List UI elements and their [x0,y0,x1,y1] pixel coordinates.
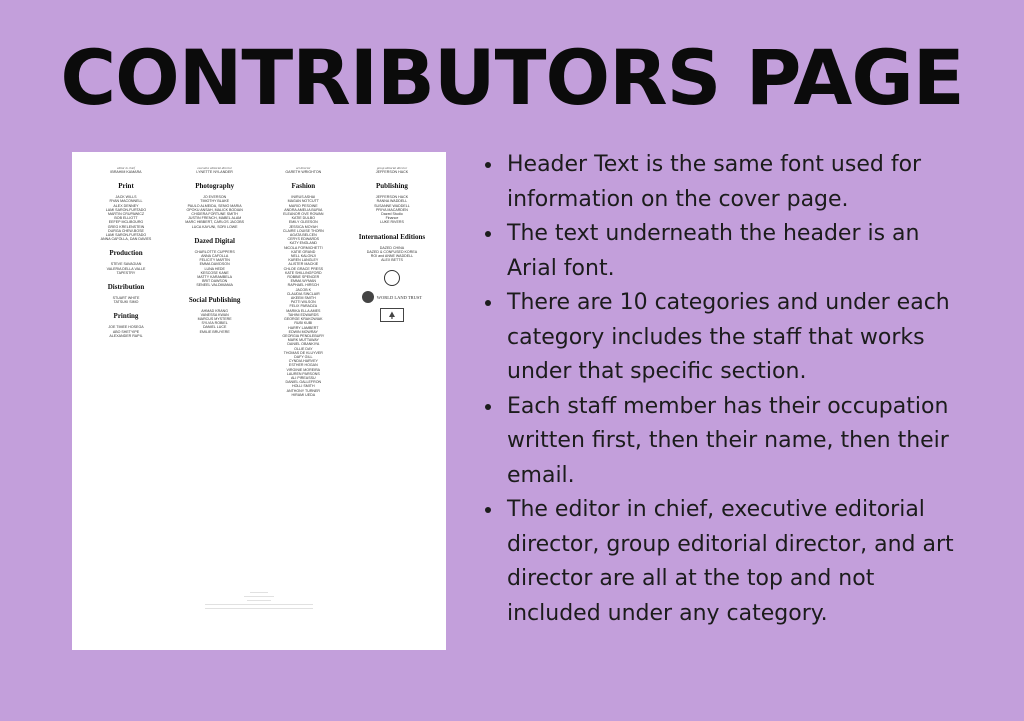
top-credit [352,166,432,174]
document-column [263,166,343,584]
staff-name: FELIX PARADZA [289,304,318,309]
document-column [352,166,432,584]
staff-name: CHIDERA FORTUNE SMITH [191,212,238,217]
document-column [86,166,166,584]
staff-name: LAMI SARON-FURTADO [105,207,147,212]
staff-name: DANIEL OBANKIYA [287,342,320,347]
staff-name: CHLOE GRACE PRESS [283,266,323,271]
credit-role: editor in chief [117,166,135,170]
staff-name: Dazed Studio [381,212,403,217]
staff-name: JUSTIN FRENCH, MABEL ALAM [188,216,242,221]
staff-name: PRIYA MACARDEN [376,207,408,212]
staff-name: NELL KALONJI [290,254,316,259]
staff-name: MARK MUTTAWAY [287,338,319,343]
staff-name: MARCUS MYSTERE [197,317,232,322]
staff-name: EMMA DAVIDSON [199,262,230,267]
staff-name: LAUREN PARSONS [286,371,320,376]
staff-name: AGATA BELCEN [289,233,317,238]
staff-name: VANESSA KWAN [200,312,229,317]
staff-name: JO EVERSON [203,195,227,200]
staff-name: LUCA KAYUNI, SORI LOWE [191,224,238,229]
staff-name: SUSANNE WADDELL [374,203,410,208]
staff-name: TAPESTRY [116,270,136,275]
world-land-trust-text: WORLD LAND TRUST [376,294,423,300]
staff-name: ESTHER HOGAN [288,363,318,368]
staff-name: EDWIN MOWRAY [288,329,318,334]
page-title: CONTRIBUTORS PAGE [60,33,964,122]
bullet-dot-icon [485,507,491,513]
staff-name: KATY ENGLAND [289,241,318,246]
credit-role: executive editorial director [197,166,232,170]
staff-name: DANIEL LUCE [202,325,227,330]
staff-name: GEORGE KRAKOWIAK [284,317,323,322]
top-credit [263,166,343,174]
staff-name: CYNDIA HARVEY [288,359,318,364]
section-heading: Publishing [376,182,408,191]
staff-name: ANTHONY TURNER [286,388,321,393]
staff-name: NICOLA FORMICHETTI [283,245,323,250]
staff-name: BOB ELLIOTT [114,216,138,221]
staff-name: STEVE SAVAGIAN [110,262,142,267]
staff-name: OPOKU ANSAH, MALICK BODIAN [186,207,243,212]
staff-name: TIMOTHY BLAKE [200,199,229,204]
world-land-trust-logo [362,291,422,303]
staff-name: JACK WILLS [115,195,137,200]
staff-name: JACOB K [295,287,311,292]
section-heading: Dazed Digital [194,236,235,245]
bullet-text: Each staff member has their occupation written first, then their name, then their email. [507,393,949,488]
staff-name: LUKE RIVERS [380,220,404,225]
staff-name: ALI PIREASSU [291,375,316,380]
staff-name: MAGAN NOTCUTT [287,199,319,204]
bullet-item [483,286,973,390]
staff-name: AHMAD KRANG [201,308,229,313]
staff-name: HIRAMI UEDA [291,392,316,397]
logo-group [352,270,432,322]
staff-name: PATTI WILSON [290,300,316,305]
section-heading: Photography [195,182,235,191]
staff-name: OLLIE DAY [294,346,313,351]
staff-name: ELEANOR OVE ROWAN [283,212,324,217]
section-heading: Social Publishing [188,295,241,304]
staff-name: AKEEM SMITH [290,296,316,301]
staff-name: ROI and ANNE WADDELL [370,254,414,259]
staff-name: KATIE DULBO [291,216,316,221]
staff-name: EMILY GLEESON [288,220,318,225]
section-heading: International Editions [358,232,426,241]
staff-name: ANDRA AMELIA BURIA [284,207,323,212]
bullet-item [483,217,973,286]
staff-name: MARC HIBBERT, CARLOS JACOBS [185,220,245,225]
staff-name: SENEEL VALDIMANIA [196,283,233,288]
bullet-dot-icon [485,162,491,168]
notes-list [483,148,973,631]
staff-name: TATSUKI SIMO [113,300,139,305]
contributors-page-preview [72,152,446,650]
staff-name: CHARLOTTE CUPPERS [194,249,235,254]
staff-name: STUART WHITE [112,296,140,301]
bullet-dot-icon [485,231,491,237]
bullet-item [483,148,973,217]
staff-name: DAFY GILL [294,354,313,359]
bullet-item [483,390,973,494]
staff-name: MATTY KARAMBELA [197,275,233,280]
staff-name: KATE SHILLINGFORD [284,270,322,275]
section-heading: Print [118,182,134,191]
staff-name: SYLVIA ROBIEL [201,321,228,326]
staff-name: KATIE GRAND [291,249,316,254]
staff-name: RUBI KUBI [294,321,313,326]
staff-name: CLAUDIA SINCLAIR [286,291,320,296]
staff-name: JOE TIMEE HOSEGA [108,325,144,330]
staff-name: LUNA HEDE [204,266,225,271]
top-credit [175,166,255,174]
world-land-trust-emblem-icon [362,291,374,303]
staff-name: GREG KRELENSTEIN [107,224,145,229]
staff-name: HARRY LAMBERT [288,325,319,330]
fsc-logo-icon [380,308,404,322]
document-column [175,166,255,584]
credit-name: IBRAHIM KAMARA [110,170,142,174]
staff-name: EMILIE BRUYERE [199,329,230,334]
top-credit [86,166,166,174]
staff-name: Finance [385,216,399,221]
bullet-dot-icon [485,300,491,306]
credit-role: art director [295,166,311,170]
bullet-item [483,493,973,631]
staff-name: ALEXANDER RAPIL [109,333,143,338]
bullet-text: There are 10 categories and under each category includes the staff that works under that specific section. [507,290,950,384]
staff-name: DAZED & CONFUSED KOREA [366,249,418,254]
staff-name: ROBBIE SPENCER [287,275,320,280]
staff-name: FELICITY MARTIN [199,258,230,263]
staff-name: THOMAS DE KLUYVER [283,350,323,355]
section-heading: Production [109,249,143,258]
credit-name: GARETH WRIGHTON [285,170,322,174]
credit-name: LYNETTE NYLANDER [196,170,233,174]
staff-name: ANNA CAFOLLA [201,254,229,259]
staff-name: RAPHAEL HIRSCH [287,283,320,288]
staff-name: RANNA WADDELL [376,199,408,204]
staff-name: ALEX BETTS [381,258,403,263]
credit-role: group editorial director [376,166,408,170]
staff-name: ALEX DENNEY [113,203,139,208]
bullet-dot-icon [485,404,491,410]
staff-name: DANIEL GALLEFRON [285,380,322,385]
staff-name: JEFFERSON HACK [375,195,409,200]
staff-name: CLAIRE LOUISE THORN [282,228,324,233]
bullet-text: The editor in chief, executive editorial director, group editorial director, and art director are all at the top and not included under any category. [507,497,954,626]
staff-name: GEORGIA PENDLEBURY [282,333,325,338]
staff-name: LAMI SARON-FURTADO [105,233,147,238]
staff-name: DAZED CHINA [379,245,405,250]
staff-name: TAHINI EDWARDS [287,312,319,317]
bullet-text: The text underneath the header is an Arial font. [507,221,920,281]
document-footer: —————— —————————— ———————— ———————————————————————————————————— ———————————————————————————————————— [205,590,313,610]
staff-name: ALISTER MACKIE [288,262,319,267]
staff-name: JESSICA MOYAH [288,224,318,229]
staff-name: DURGA CHEW-BOSE [108,228,144,233]
staff-name: KAREN LANGLEY [288,258,319,263]
staff-name: CERYS EDWARDS [287,237,320,242]
staff-name: INIRUS ASHAI [291,195,316,200]
publisher-circle-logo-icon [384,270,400,286]
staff-name: KESCOSE KANE [200,270,229,275]
section-heading: Distribution [107,283,145,292]
staff-name: HOLLI SMITH [292,384,315,389]
staff-name: EEFEP MCLIBOURG [108,220,144,225]
staff-name: RYAN MACONNELL [109,199,143,204]
bullet-text: Header Text is the same font used for information on the cover page. [507,152,922,212]
staff-name: MARIKA ELLA AMES [286,308,321,313]
document-columns [86,166,432,584]
fsc-tree-icon [389,311,395,319]
section-heading: Fashion [291,182,316,191]
staff-name: MARTIN CRUPAWICZ [107,212,145,217]
staff-name: EMMA WYMAN [290,279,316,284]
staff-name: BRIT DAWSON [202,279,228,284]
staff-name: ANNA CAFOLLA, DAN DAVIES [100,237,152,242]
staff-name: VIRGINIE MOREIRA [286,367,321,372]
staff-name: MARIO PESOINE [288,203,318,208]
credit-name: JEFFERSON HACK [375,170,409,174]
staff-name: ABO SHETYIPE [112,329,140,334]
staff-name: VALERIA DELLA VALLE [106,266,146,271]
section-heading: Printing [113,312,139,321]
staff-name: PAULO ALMEIDA, SENIO MARIA [187,203,242,208]
